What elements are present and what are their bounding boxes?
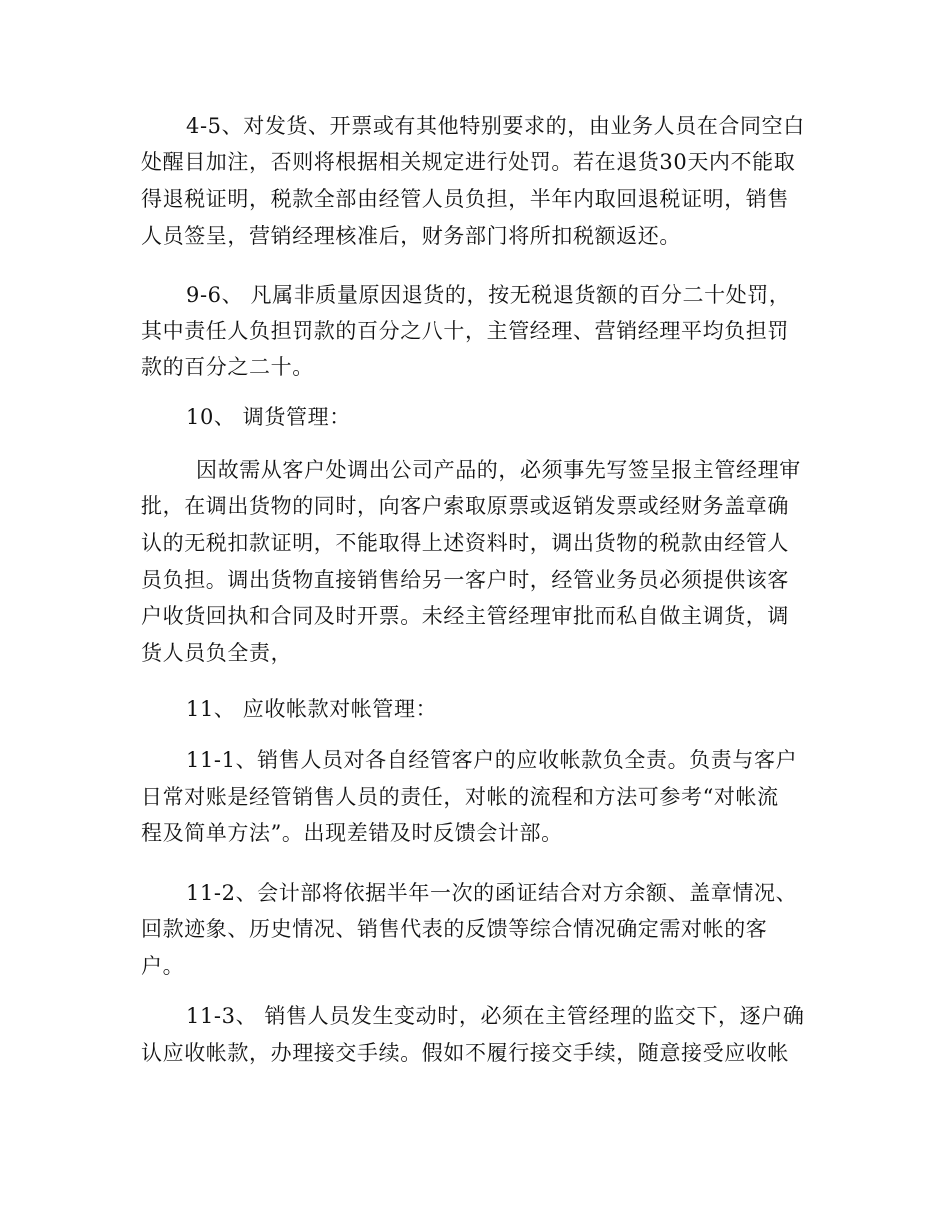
section-heading: 11、 应收帐款对帐管理： <box>186 697 438 721</box>
text-line: 认应收帐款，办理接交手续。假如不履行接交手续，随意接受应收帐 <box>141 1041 789 1065</box>
text-line: 款的百分之二十。 <box>141 355 314 379</box>
text-line: 认的无税扣款证明，不能取得上述资料时，调出货物的税款由经管人 <box>141 531 789 555</box>
section-heading: 10、 调货管理： <box>186 405 351 429</box>
text-line: 程及简单方法”。出现差错及时反馈会计部。 <box>141 821 563 845</box>
text-line: 其中责任人负担罚款的百分之八十，主管经理、营销经理平均负担罚 <box>141 319 789 343</box>
text-line: 因故需从客户处调出公司产品的，必须事先写签呈报主管经理审 <box>196 458 801 482</box>
text-line: 11-3、 销售人员发生变动时，必须在主管经理的监交下，逐户确 <box>186 1004 805 1028</box>
text-line: 11-1、销售人员对各自经管客户的应收帐款负全责。负责与客户 <box>186 748 798 772</box>
text-line: 户。 <box>141 954 185 978</box>
text-line: 户收货回执和合同及时开票。未经主管经理审批而私自做主调货，调 <box>141 604 789 628</box>
text-line: 人员签呈，营销经理核准后，财务部门将所扣税额返还。 <box>141 224 681 248</box>
text-line: 员负担。调出货物直接销售给另一客户时，经管业务员必须提供该客 <box>141 568 789 592</box>
text-line: 回款迹象、历史情况、销售代表的反馈等综合情况确定需对帐的客 <box>141 917 768 941</box>
text-line: 9-6、 凡属非质量原因退货的，按无税退货额的百分二十处罚， <box>186 283 791 307</box>
text-line: 货人员负全责， <box>141 641 293 665</box>
text-line: 得退税证明，税款全部由经管人员负担，半年内取回退税证明，销售 <box>141 187 789 211</box>
text-line: 日常对账是经管销售人员的责任，对帐的流程和方法可参考“对帐流 <box>141 785 779 809</box>
text-line: 处醒目加注，否则将根据相关规定进行处罚。若在退货30天内不能取 <box>141 150 796 174</box>
text-line: 11-2、会计部将依据半年一次的函证结合对方余额、盖章情况、 <box>186 881 798 905</box>
text-line: 4-5、对发货、开票或有其他特别要求的，由业务人员在合同空白 <box>186 114 805 138</box>
text-line: 批，在调出货物的同时，向客户索取原票或返销发票或经财务盖章确 <box>141 494 789 518</box>
